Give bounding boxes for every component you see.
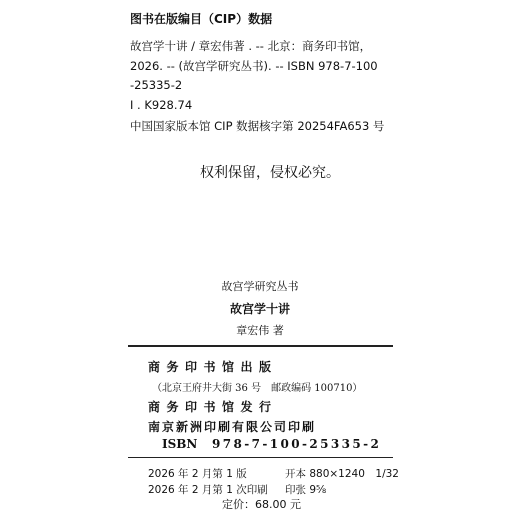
top-thick-rule: [128, 345, 393, 347]
cip-line-5: 中国国家版本馆 CIP 数据核字第 20254FA653 号: [130, 119, 385, 133]
isbn-label: ISBN: [162, 437, 198, 451]
book-title: 故宫学十讲: [229, 302, 290, 316]
series-name: 故宫学研究丛书: [221, 280, 299, 293]
printed-sheets: 印张 9⅝: [285, 484, 327, 496]
cip-line-3: -25335-2: [130, 78, 183, 92]
cip-line-2: 2026. -- (故宫学研究丛书). -- ISBN 978-7-100: [130, 59, 378, 73]
author-line: 章宏伟 著: [236, 324, 284, 337]
publisher-name: 商务印书馆出版: [148, 360, 278, 374]
edition-date: 2026 年 2 月第 1 版: [148, 468, 247, 480]
cip-line-1: 故宫学十讲 / 章宏伟著 . -- 北京：商务印书馆，: [130, 39, 372, 53]
isbn-number: 978-7-100-25335-2: [212, 437, 382, 451]
printing-date: 2026 年 2 月第 1 次印刷: [148, 484, 268, 496]
bottom-rule: [128, 457, 393, 458]
price-line: 定价：68.00 元: [222, 498, 301, 511]
cip-line-4: I . K928.74: [130, 98, 193, 112]
printer-line: 南京新洲印刷有限公司印刷: [148, 420, 317, 434]
publisher-address: （北京王府井大街 36 号 邮政编码 100710）: [152, 383, 363, 394]
cip-heading: 图书在版编目（CIP）数据: [130, 12, 273, 26]
rights-notice: 权利保留，侵权必究。: [200, 165, 340, 181]
distributor-line: 商务印书馆发行: [148, 400, 278, 414]
format-spec: 开本 880×1240 1/32: [285, 468, 399, 480]
